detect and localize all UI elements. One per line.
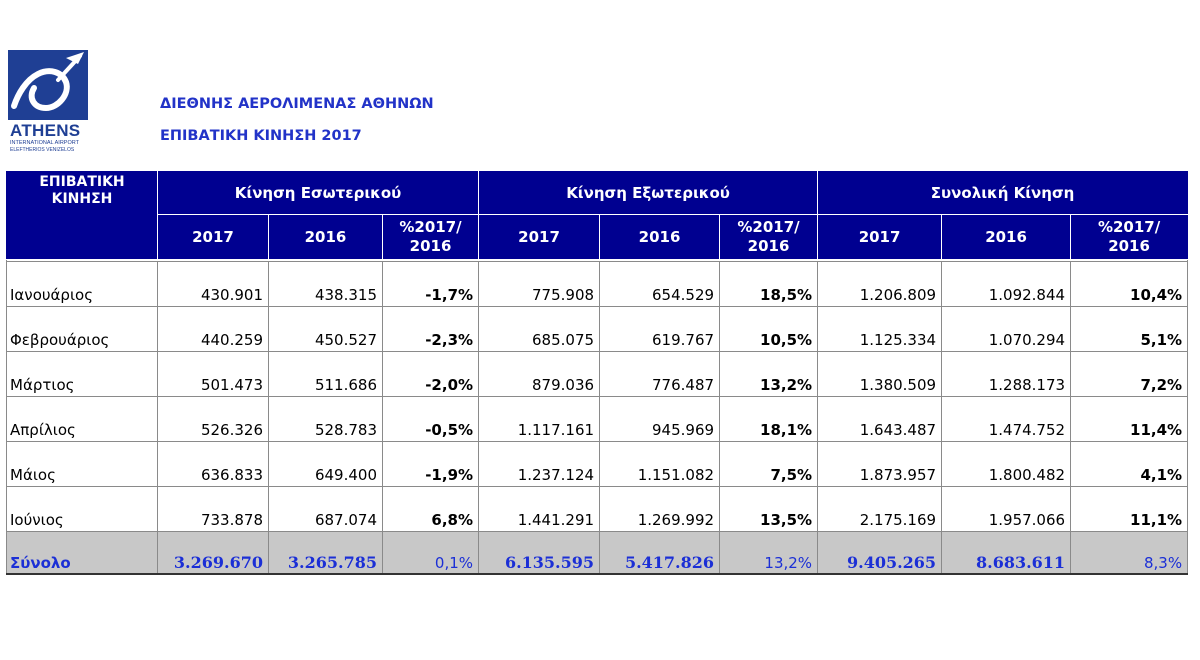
pct-cell: 4,1% [1071,442,1188,487]
pct-cell: -2,0% [383,352,479,397]
value-cell: 1.269.992 [600,487,720,532]
value-cell: 1.092.844 [942,262,1071,307]
pct-cell: 11,4% [1071,397,1188,442]
table-row [7,352,1188,397]
month-cell: Ιούνιος [7,487,158,532]
value-cell: 1.800.482 [942,442,1071,487]
pct-cell: 5,1% [1071,307,1188,352]
value-cell: 654.529 [600,262,720,307]
value-cell: 526.326 [158,397,269,442]
value-cell: 1.151.082 [600,442,720,487]
month-cell: Μάρτιος [7,352,158,397]
value-cell: 1.441.291 [479,487,600,532]
value-cell: 1.380.509 [818,352,942,397]
pct-label-line2: 2016 [747,237,790,255]
total-value-cell: 5.417.826 [600,532,720,575]
col-header-2017: 2017 [479,215,600,260]
value-cell: 879.036 [479,352,600,397]
page-title: ΔΙΕΘΝΗΣ ΑΕΡΟΛΙΜΕΝΑΣ ΑΘΗΝΩΝ [160,96,434,112]
total-pct-cell: 8,3% [1071,532,1188,575]
value-cell: 440.259 [158,307,269,352]
pct-label-line1: %2017/ [1097,218,1161,236]
value-cell: 1.117.161 [479,397,600,442]
total-row [7,532,1188,575]
month-cell: Απρίλιος [7,397,158,442]
pct-cell: 10,5% [720,307,818,352]
value-cell: 528.783 [269,397,383,442]
group-header-domestic: Κίνηση Εσωτερικού [158,172,479,215]
month-cell: Μάιος [7,442,158,487]
group-header-total: Συνολική Κίνηση [818,172,1188,215]
total-label-cell: Σύνολο [7,532,158,575]
table-header-row-groups [7,172,1188,215]
corner-label-line2: ΚΙΝΗΣΗ [51,191,113,207]
pct-cell: 13,2% [720,352,818,397]
pct-cell: -1,9% [383,442,479,487]
value-cell: 1.643.487 [818,397,942,442]
col-header-pct [1071,215,1188,260]
col-header-pct [720,215,818,260]
pct-cell: 11,1% [1071,487,1188,532]
pct-cell: -2,3% [383,307,479,352]
pct-cell: 18,5% [720,262,818,307]
pct-label-line1: %2017/ [737,218,800,236]
col-header-2016: 2016 [269,215,383,260]
value-cell: 1.237.124 [479,442,600,487]
pct-cell: 13,5% [720,487,818,532]
value-cell: 636.833 [158,442,269,487]
value-cell: 733.878 [158,487,269,532]
pct-cell: 18,1% [720,397,818,442]
total-value-cell: 3.265.785 [269,532,383,575]
table-row [7,397,1188,442]
value-cell: 1.957.066 [942,487,1071,532]
table-row [7,487,1188,532]
logo-subtitle-line1: INTERNATIONAL AIRPORT [10,140,79,146]
pct-cell: 10,4% [1071,262,1188,307]
table-row [7,307,1188,352]
table-row [7,442,1188,487]
col-header-2016: 2016 [600,215,720,260]
corner-header [7,172,158,260]
value-cell: 685.075 [479,307,600,352]
value-cell: 1.474.752 [942,397,1071,442]
logo-brand-text: ATHENS [10,121,81,140]
page-subtitle: ΕΠΙΒΑΤΙΚΗ ΚΙΝΗΣΗ 2017 [160,128,362,144]
col-header-2017: 2017 [158,215,269,260]
logo-subtitle-line2: ELEFTHERIOS VENIZELOS [10,147,75,153]
col-header-2016: 2016 [942,215,1071,260]
month-cell: Φεβρουάριος [7,307,158,352]
total-pct-cell: 13,2% [720,532,818,575]
total-value-cell: 9.405.265 [818,532,942,575]
corner-label-line1: ΕΠΙΒΑΤΙΚΗ [39,174,125,190]
airport-logo-icon [8,50,88,120]
value-cell: 501.473 [158,352,269,397]
value-cell: 619.767 [600,307,720,352]
total-value-cell: 3.269.670 [158,532,269,575]
value-cell: 2.175.169 [818,487,942,532]
value-cell: 438.315 [269,262,383,307]
total-value-cell: 6.135.595 [479,532,600,575]
pct-label-line2: 2016 [1108,237,1150,255]
pct-label-line2: 2016 [409,237,452,255]
month-cell: Ιανουάριος [7,262,158,307]
athens-airport-logo [8,50,90,154]
passenger-traffic-table [6,171,1188,575]
col-header-2017: 2017 [818,215,942,260]
pct-cell: -1,7% [383,262,479,307]
table-header-row-years [7,215,1188,260]
table-row [7,262,1188,307]
group-header-international: Κίνηση Εξωτερικού [479,172,818,215]
value-cell: 1.070.294 [942,307,1071,352]
value-cell: 687.074 [269,487,383,532]
value-cell: 1.125.334 [818,307,942,352]
value-cell: 430.901 [158,262,269,307]
pct-label-line1: %2017/ [399,218,462,236]
value-cell: 511.686 [269,352,383,397]
value-cell: 776.487 [600,352,720,397]
value-cell: 1.206.809 [818,262,942,307]
total-pct-cell: 0,1% [383,532,479,575]
value-cell: 1.873.957 [818,442,942,487]
value-cell: 649.400 [269,442,383,487]
pct-cell: 7,5% [720,442,818,487]
pct-cell: 7,2% [1071,352,1188,397]
col-header-pct [383,215,479,260]
value-cell: 1.288.173 [942,352,1071,397]
total-value-cell: 8.683.611 [942,532,1071,575]
pct-cell: -0,5% [383,397,479,442]
value-cell: 945.969 [600,397,720,442]
value-cell: 775.908 [479,262,600,307]
pct-cell: 6,8% [383,487,479,532]
value-cell: 450.527 [269,307,383,352]
